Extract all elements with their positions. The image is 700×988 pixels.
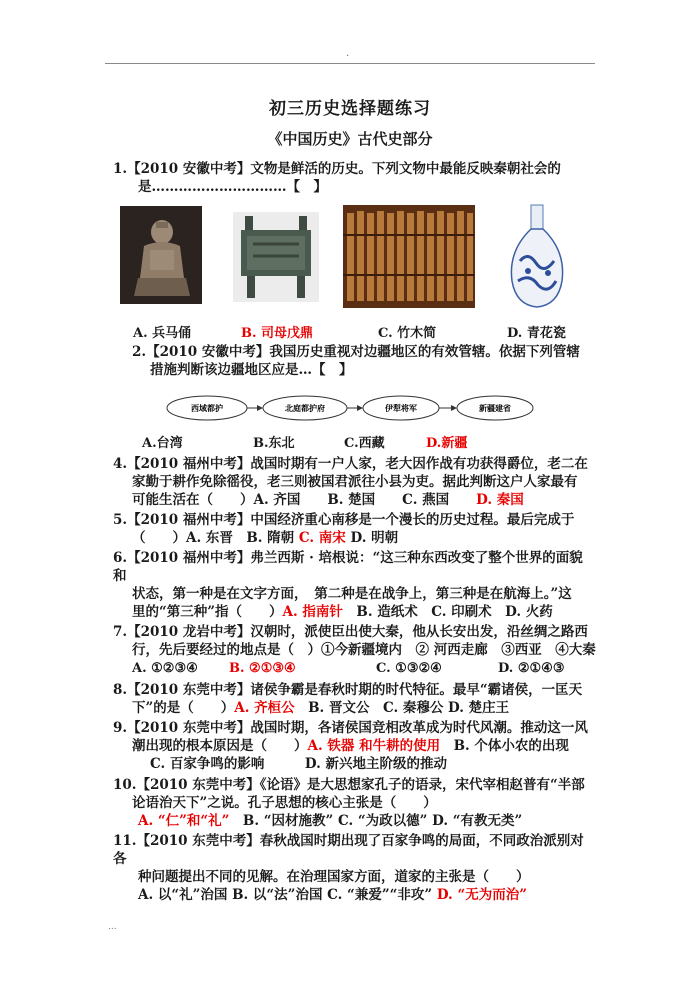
q10-line2: 论语治天下”之说。孔子思想的核心主张是（ ） (132, 795, 437, 811)
q4-options: 可能生活在（ ）A. 齐国 B. 楚国 C. 燕国 (132, 492, 477, 508)
q11-line3 (138, 886, 527, 904)
flow-step-1: 西域都护 (191, 404, 223, 413)
flow-step-4: 新疆建省 (479, 404, 511, 413)
q6-line1: 6.【2010 福州中考】弗兰西斯 · 培根说：“这三种东西改变了整个世界的面貌 (113, 550, 583, 566)
footer-mark: ... (108, 922, 117, 932)
q1-option-c: C. 竹木简 (378, 326, 437, 341)
bamboo-slips-image (343, 205, 475, 308)
q7-option-d: D. ②①④③ (498, 661, 565, 676)
q10-options-bcd: B. “因材施教” C. “为政以德” D. “有教无类” (229, 813, 523, 829)
q9-option-b: B. 个体小农的出现 (440, 738, 569, 754)
q8-line1: 8.【2010 东莞中考】诸侯争霸是春秋时期的时代特征。最早“霸诸侯，一匡天 (113, 682, 583, 698)
q7-option-c: C. ①③②④ (376, 661, 442, 676)
q11-line1: 11.【2010 东莞中考】春秋战国时期出现了百家争鸣的局面，不同政治派别对 (113, 833, 584, 849)
q1-option-b: B. 司母戊鼎 (241, 326, 314, 341)
q9-answer: A. 铁器 和牛耕的使用 (307, 738, 441, 754)
q8-line2 (132, 699, 509, 717)
q9-line1: 9.【2010 东莞中考】战国时期，各诸侯国竞相改革成为时代风潮。推动这一风 (113, 720, 588, 736)
q10-line3 (138, 812, 522, 830)
q8-answer: A. 齐桓公 (234, 700, 295, 716)
q11-answer: D. “无为而治” (436, 887, 527, 903)
q4-line3 (132, 491, 524, 509)
q9-line2 (132, 737, 569, 755)
q5-answer: C. 南宋 (298, 530, 346, 546)
q4-answer: D. 秦国 (476, 492, 524, 508)
q2-option-a: A.台湾 (142, 436, 183, 451)
q11-line1b: 各 (113, 851, 127, 867)
q1-line1: 1.【2010 安徽中考】文物是鲜活的历史。下列文物中最能反映秦朝社会的 (113, 161, 561, 177)
q6-options-bcd: B. 造纸术 C. 印刷术 D. 火药 (342, 604, 553, 620)
q9-line3: C. 百家争鸣的影响 D. 新兴地主阶级的推动 (150, 756, 448, 772)
blue-white-porcelain-image (498, 201, 576, 313)
q11-options-abc: A. 以“礼”治国 B. 以“法”治国 C. “兼爱”“非攻” (138, 887, 437, 903)
q6-answer: A. 指南针 (282, 604, 343, 620)
q2-line2: 措施判断该边疆地区应是…【 】 (150, 362, 353, 378)
q7-option-a: A. ①②③④ (132, 661, 198, 676)
q4-line1: 4.【2010 福州中考】战国时期有一户人家，老大因作战有功获得爵位，老二在 (113, 456, 588, 472)
q2-flow-diagram (165, 388, 535, 428)
q6-line1b: 和 (113, 568, 127, 584)
q10-answer: A. “仁”和“礼” (138, 813, 230, 829)
q6-stem-end: 里的“第三种”指（ ） (132, 604, 283, 620)
q10-line1: 10.【2010 东莞中考】《论语》是大思想家孔子的语录，宋代宰相赵普有“半部 (113, 777, 585, 793)
q4-line2: 家勤于耕作免除徭役，老三则被国君派往小县为吏。据此判断这户人家最有 (132, 474, 578, 490)
q11-line2: 种问题提出不同的见解。在治理国家方面，道家的主张是（ ） (138, 869, 530, 885)
q8-stem-end: 下”的是（ ） (132, 700, 235, 716)
q1-option-a: A. 兵马俑 (133, 326, 192, 341)
page-subtitle: 《中国历史》古代史部分 (267, 130, 433, 148)
terracotta-warrior-image (120, 206, 202, 304)
q7-option-b: B. ②①③④ (229, 661, 296, 676)
q2-option-b: B.东北 (253, 436, 295, 451)
q6-line3 (132, 603, 553, 621)
flow-step-3: 伊犁将军 (385, 404, 417, 413)
simuwu-ding-image (233, 212, 319, 302)
q9-stem-end: 潮出现的根本原因是（ ） (132, 738, 308, 754)
q5-options-ab: （ ）A. 东晋 B. 隋朝 (132, 530, 299, 546)
q5-line1: 5.【2010 福州中考】中国经济重心南移是一个漫长的历史过程。最后完成于 (113, 512, 575, 528)
q5-line2 (132, 529, 398, 547)
header-dot: . (346, 48, 350, 59)
q2-option-c: C.西藏 (344, 436, 385, 451)
q6-line2: 状态，第一种是在文字方面， 第二种是在战争上，第三种是在航海上。”这 (132, 586, 572, 602)
q2-line1: 2.【2010 安徽中考】我国历史重视对边疆地区的有效管辖。依据下列管辖 (132, 344, 580, 360)
q1-line2: 是…………………………【 】 (138, 179, 327, 195)
flow-step-2: 北庭都护府 (285, 404, 325, 413)
q7-line1: 7.【2010 龙岩中考】汉朝时，派使臣出使大秦，他从长安出发，沿丝绸之路西 (113, 624, 588, 640)
q5-option-d: D. 明朝 (345, 530, 399, 546)
q8-options-bcd: B. 晋文公 C. 秦穆公 D. 楚庄王 (294, 700, 510, 716)
header-rule (105, 63, 595, 64)
q2-option-d: D.新疆 (426, 436, 468, 451)
q1-option-d: D. 青花瓷 (507, 326, 566, 341)
q7-line2: 行，先后要经过的地点是（ ）①今新疆境内 ② 河西走廊 ③西亚 ④大秦 (132, 642, 596, 658)
page-title: 初三历史选择题练习 (269, 99, 431, 119)
